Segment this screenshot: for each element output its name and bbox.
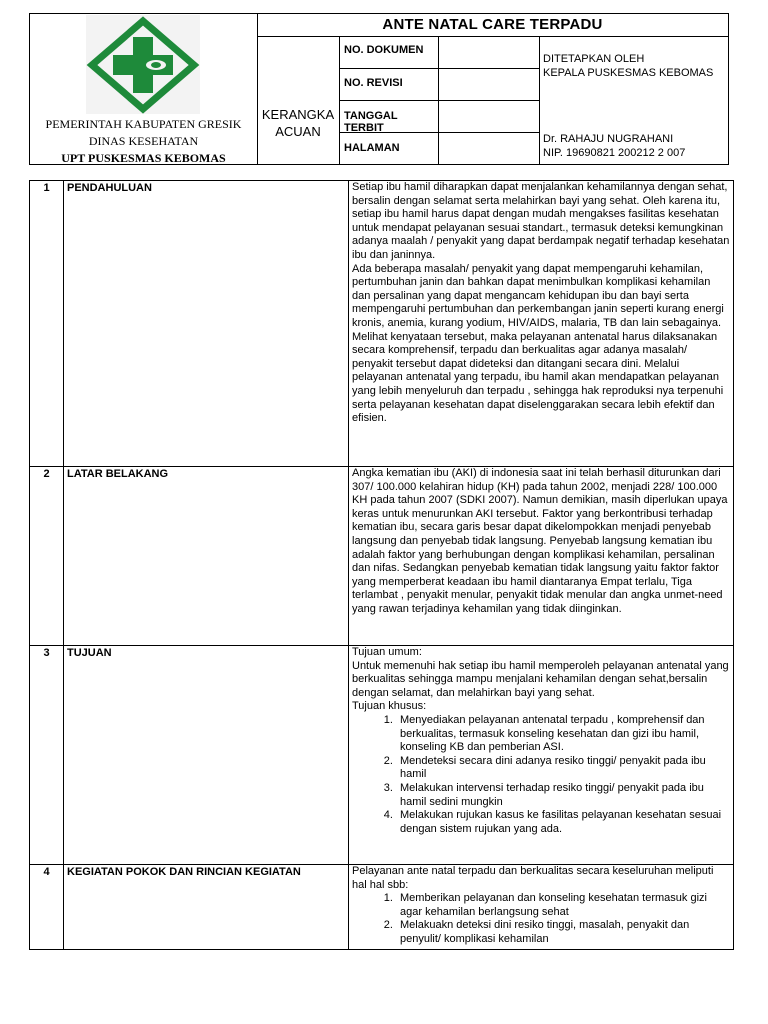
approval-line2: KEPALA PUSKESMAS KEBOMAS <box>543 67 714 79</box>
goal-specific-list <box>352 714 730 836</box>
approval-cell <box>540 36 728 164</box>
table-row <box>30 181 734 467</box>
document-type-line1: KERANGKA <box>261 107 335 122</box>
meta-value <box>439 132 540 164</box>
meta-value <box>439 68 540 100</box>
section-body <box>349 467 734 646</box>
content-table <box>29 180 734 950</box>
section-title: PENDAHULUAN <box>64 181 349 467</box>
document-header <box>29 13 729 165</box>
table-row <box>30 467 734 646</box>
meta-label: TANGGAL TERBIT <box>344 110 398 134</box>
goal-general-label: Tujuan umum: <box>352 646 422 658</box>
org-name-line2: DINAS KESEHATAN <box>88 134 199 148</box>
meta-label: NO. DOKUMEN <box>344 44 424 56</box>
activities-intro: Pelayanan ante natal terpadu dan berkualitas secara keseluruhan meliputi hal hal sbb: <box>352 865 714 891</box>
document-type-cell <box>257 36 340 164</box>
org-name-line3: UPT PUSKESMAS KEBOMAS <box>61 151 226 165</box>
paragraph: Setiap ibu hamil diharapkan dapat menjalankan kehamilannya dengan sehat, bersalin dengan selamat serta melahirkan bayi yang sehat. Oleh karena itu, setiap ibu hamil harus dapat dengan mudah mengakses fasilitas kesehatan untuk mendapat pelayanan sesuai standart., termasuk deteksi kemungkinan adanya maalah / penyakit yang dapat berdampak negatif terhadap kesehatan ibu dan janinnya. <box>352 181 730 261</box>
list-item: 3. Melakukan intervensi terhadap resiko tinggi/ penyakit pada ibu hamil sedini mungkin <box>396 782 730 809</box>
goal-specific-label: Tujuan khusus: <box>352 700 427 713</box>
section-body <box>349 865 734 950</box>
document-title: ANTE NATAL CARE TERPADU <box>257 14 728 37</box>
section-number: 2 <box>30 467 64 646</box>
meta-row-tanggal-terbit <box>340 100 540 133</box>
section-title: LATAR BELAKANG <box>64 467 349 646</box>
table-row <box>30 646 734 865</box>
meta-value <box>439 36 540 68</box>
meta-value <box>439 100 540 132</box>
section-number: 4 <box>30 865 64 950</box>
approval-line1: DITETAPKAN OLEH <box>543 53 645 65</box>
list-item: 4. Melakukan rujukan kasus ke fasilitas pelayanan kesehatan sesuai dengan sistem rujukan yang ada. <box>396 809 730 836</box>
document-type-line2: ACUAN <box>275 124 321 139</box>
logo-cell <box>30 14 258 164</box>
paragraph: Ada beberapa masalah/ penyakit yang dapat mempengaruhi kehamilan, pertumbuhan janin dan bahkan dapat menimbulkan komplikasi kehamilan dan persalinan yang dapat mengancam kehidupan ibu dan bayi serta mempengaruhi pertumbuhan dan perkembangan janin seperti kurang energi kronis, anemia, kurang yodium, HIV/AIDS, malaria, TB dan lain sebagainya. <box>352 262 724 329</box>
goal-general-text: Untuk memenuhi hak setiap ibu hamil memperoleh pelayanan antenatal yang berkualitas sehingga mampu menjalani kehamilan dengan sehat,bersalin dengan selamat, dan melahirkan bayi yang sehat. <box>352 659 729 699</box>
section-title: TUJUAN <box>64 646 349 865</box>
paragraph: Melihat kenyataan tersebut, maka pelayanan antenatal harus dilaksanakan secara komprehensif, terpadu dan berkualitas agar adanya masalah/ penyakit tersebut dapat dideteksi dan ditangani secara dini. Melalui pelayanan antenatal yang terpadu, ibu hamil akan mendapatkan pelayanan yang lebih menyeluruh dan terpadu , sehingga hak reproduksi nya terpenuhi serta pelayanan kesehatan dapat diselenggarakan secara lebih efektif dan efisien. <box>352 330 724 425</box>
meta-row-halaman <box>340 132 540 164</box>
list-item: 2. Melakuakn deteksi dini resiko tinggi, masalah, penyakit dan penyulit/ komplikasi kehamilan <box>396 919 730 946</box>
section-title: KEGIATAN POKOK DAN RINCIAN KEGIATAN <box>64 865 349 950</box>
health-cross-logo-icon <box>86 15 200 114</box>
org-name-line1: PEMERINTAH KABUPATEN GRESIK <box>45 117 242 131</box>
signer-name: Dr. RAHAJU NUGRAHANI <box>543 133 674 145</box>
list-item: 2. Mendeteksi secara dini adanya resiko tinggi/ penyakit pada ibu hamil <box>396 755 730 782</box>
section-body <box>349 646 734 865</box>
activities-list <box>352 892 730 946</box>
meta-row-no-dokumen <box>340 36 540 69</box>
section-number: 1 <box>30 181 64 467</box>
document-type <box>257 106 339 140</box>
paragraph: Angka kematian ibu (AKI) di indonesia saat ini telah berhasil diturunkan dari 307/ 100.000 kelahiran hidup (KH) pada tahun 2002, menjadi 228/ 100.000 KH pada tahun 2007 (SDKI 2007). Namun demikian, masih diperlukan upaya keras untuk menurunkan AKI tersebut. Faktor yang berkontribusi terhadap kematian ibu, secara garis besar dapat dikelompokkan menjadi penyebab langsung dan penyebab tidak langsung. Penyebab langsung kematian ibu adalah faktor yang berhubungan dengan komplikasi kehamilan, persalinan dan nifas. Sedangkan penyebab kematian tidak langsung yaitu faktor faktor yang memperberat keadaan ibu hamil diantaranya Empat terlalu, Tiga terlambat , penyakit menular, penyakit tidak menular dan angka unmet-need yang rawan terjadinya kehamilan yang tidak diinginkan. <box>352 467 728 615</box>
table-row <box>30 865 734 950</box>
meta-label: HALAMAN <box>344 142 400 154</box>
section-body <box>349 181 734 467</box>
meta-label: NO. REVISI <box>344 77 403 89</box>
meta-row-no-revisi <box>340 68 540 101</box>
section-number: 3 <box>30 646 64 865</box>
list-item: 1. Memberikan pelayanan dan konseling kesehatan termasuk gizi agar kehamilan berlangsung sehat <box>396 892 730 919</box>
signer-nip: NIP. 19690821 200212 2 007 <box>543 147 686 159</box>
list-item: 1. Menyediakan pelayanan antenatal terpadu , komprehensif dan berkualitas, termasuk konseling kesehatan dan gizi ibu hamil, konseling KB dan pemberian ASI. <box>396 714 730 755</box>
